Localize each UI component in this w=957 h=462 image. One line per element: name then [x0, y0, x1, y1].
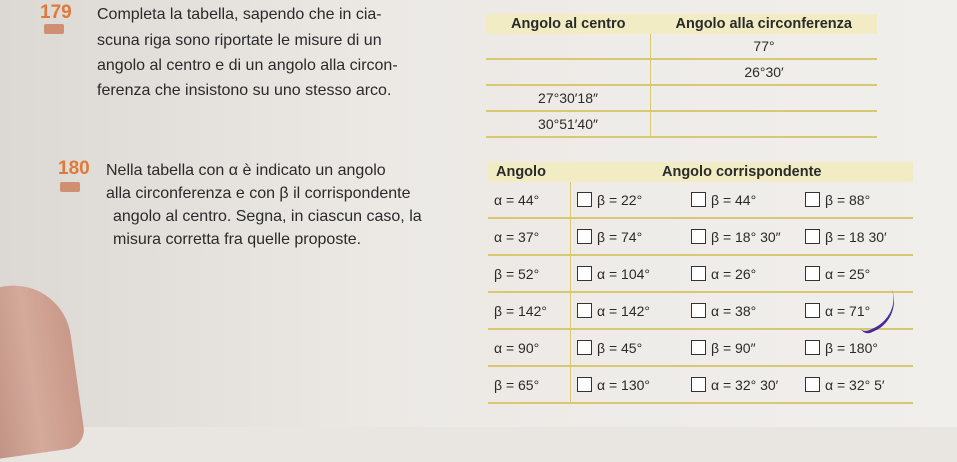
option[interactable]	[685, 182, 799, 218]
checkbox[interactable]	[805, 266, 820, 281]
option[interactable]	[799, 218, 913, 255]
given-angle: β = 65°	[488, 366, 571, 403]
checkbox[interactable]	[805, 229, 820, 244]
option-label: α = 104°	[597, 265, 651, 282]
option-label: β = 22°	[597, 191, 643, 208]
given-angle: α = 37°	[488, 218, 571, 255]
exercise-179-line-2: scuna riga sono riportate le misure di un	[97, 32, 382, 49]
checkbox[interactable]	[805, 377, 820, 392]
central-angle-cell: 27°30′18″	[486, 85, 651, 111]
table-row	[488, 255, 913, 292]
table-row	[486, 34, 877, 59]
checkbox[interactable]	[691, 340, 706, 355]
option[interactable]	[685, 329, 799, 366]
given-angle: α = 90°	[488, 329, 571, 366]
exercise-179-number: 179	[40, 2, 72, 23]
option[interactable]	[571, 182, 686, 218]
option-label: α = 26°	[711, 265, 757, 282]
option-label: β = 88°	[825, 191, 871, 208]
option[interactable]	[685, 218, 799, 255]
header-inscribed-angle: Angolo alla circonferenza	[651, 14, 878, 34]
option[interactable]	[571, 255, 686, 292]
option-label: α = 130°	[597, 376, 651, 393]
option-label: β = 180°	[825, 339, 878, 356]
option-label: β = 90″	[711, 339, 756, 356]
option[interactable]	[685, 255, 799, 292]
exercise-180-line-3: angolo al centro. Segna, in ciascun caso, la	[113, 208, 422, 225]
difficulty-badge-icon	[44, 24, 64, 34]
option-label: α = 38°	[711, 302, 757, 319]
option[interactable]	[799, 255, 913, 292]
checkbox[interactable]	[805, 340, 820, 355]
checkbox[interactable]	[805, 303, 820, 318]
inscribed-angle-cell: 26°30′	[651, 59, 878, 85]
thumb-photo	[0, 278, 86, 462]
table-row	[488, 329, 913, 366]
checkbox[interactable]	[577, 229, 592, 244]
checkbox[interactable]	[691, 303, 706, 318]
option-label: α = 25°	[825, 265, 871, 282]
checkbox[interactable]	[577, 303, 592, 318]
checkbox[interactable]	[691, 229, 706, 244]
exercise-180-line-1: Nella tabella con α è indicato un angolo	[106, 162, 386, 179]
inscribed-angle-cell: 77°	[651, 34, 878, 59]
header-angle: Angolo	[488, 162, 571, 182]
option[interactable]	[685, 366, 799, 403]
checkbox[interactable]	[577, 340, 592, 355]
option-label: α = 32° 5′	[825, 376, 885, 393]
checkbox[interactable]	[691, 192, 706, 207]
header-central-angle: Angolo al centro	[486, 14, 651, 34]
given-angle: β = 52°	[488, 255, 571, 292]
option[interactable]	[571, 292, 686, 329]
option-label: α = 32° 30′	[711, 376, 779, 393]
option-label: β = 18 30′	[825, 228, 887, 245]
exercise-179-table	[486, 14, 877, 138]
option[interactable]	[571, 218, 686, 255]
option[interactable]	[571, 329, 686, 366]
table-row	[486, 59, 877, 85]
inscribed-angle-cell	[651, 111, 878, 137]
table-row	[488, 218, 913, 255]
difficulty-badge-icon	[60, 182, 80, 192]
table-row	[486, 111, 877, 137]
table-row	[488, 292, 913, 329]
option[interactable]	[685, 292, 799, 329]
option-label: β = 74°	[597, 228, 643, 245]
exercise-180-line-4: misura corretta fra quelle proposte.	[113, 231, 362, 248]
inscribed-angle-cell	[651, 85, 878, 111]
option-label: α = 142°	[597, 302, 651, 319]
central-angle-cell	[486, 34, 651, 59]
table-row	[488, 366, 913, 403]
exercise-180-table	[488, 162, 913, 404]
option[interactable]	[799, 366, 913, 403]
option-label: β = 45°	[597, 339, 643, 356]
given-angle: α = 44°	[488, 182, 571, 218]
option-label: α = 71°	[825, 302, 871, 319]
checkbox[interactable]	[577, 192, 592, 207]
table-row	[486, 85, 877, 111]
option[interactable]	[799, 329, 913, 366]
exercise-179-line-1: Completa la tabella, sapendo che in cia-	[97, 6, 382, 23]
checkbox[interactable]	[577, 377, 592, 392]
checkbox[interactable]	[691, 377, 706, 392]
exercise-180-number: 180	[58, 158, 90, 179]
exercise-179-line-3: angolo al centro e di un angolo alla circon-	[97, 57, 398, 74]
checkbox[interactable]	[577, 266, 592, 281]
checkbox[interactable]	[691, 266, 706, 281]
table-row	[488, 182, 913, 218]
option-label: β = 18° 30″	[711, 228, 781, 245]
option-label: β = 44°	[711, 191, 757, 208]
given-angle: β = 142°	[488, 292, 571, 329]
central-angle-cell	[486, 59, 651, 85]
header-corresponding-angle: Angolo corrispondente	[571, 162, 914, 182]
exercise-179-line-4: ferenza che insistono su uno stesso arco.	[97, 82, 392, 99]
option[interactable]	[799, 182, 913, 218]
checkbox[interactable]	[805, 192, 820, 207]
option[interactable]	[571, 366, 686, 403]
exercise-180-line-2: alla circonferenza e con β il corrispondente	[106, 185, 411, 202]
central-angle-cell: 30°51′40″	[486, 111, 651, 137]
